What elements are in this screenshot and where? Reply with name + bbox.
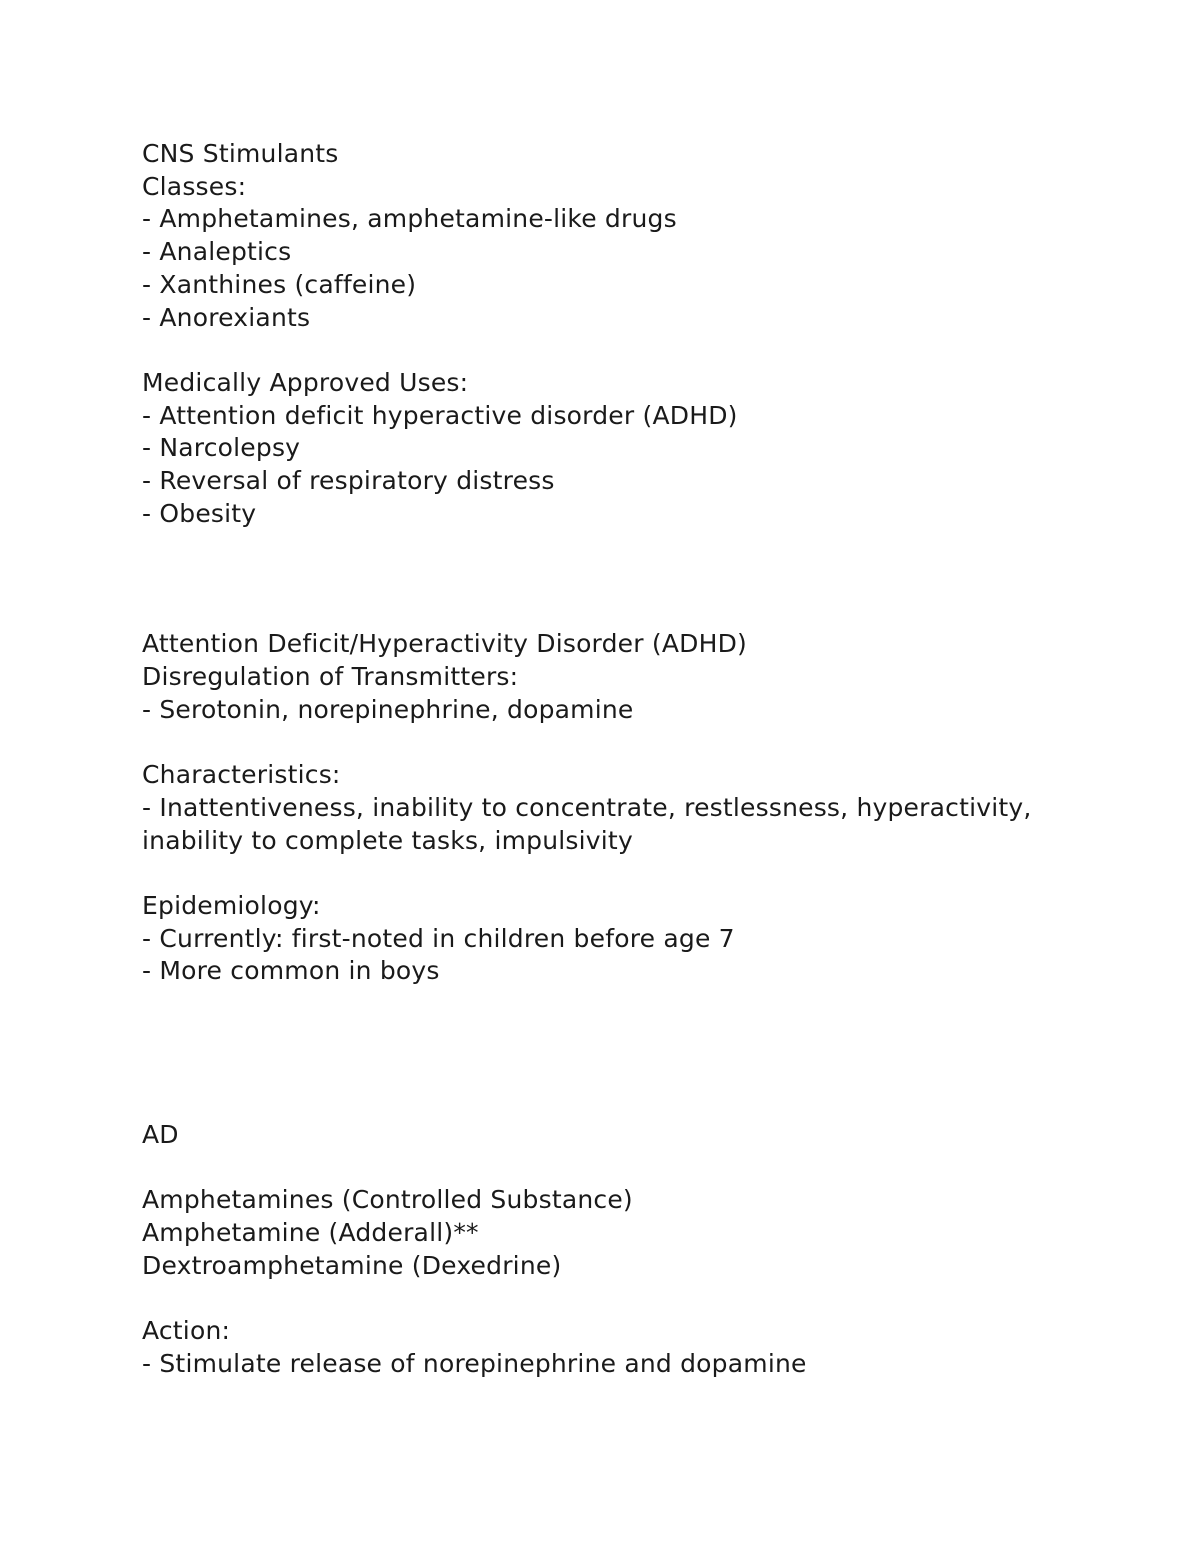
list-item: - More common in boys: [142, 956, 440, 986]
section-title-cns-stimulants: CNS Stimulants: [142, 139, 339, 168]
list-item: - Anorexiants: [142, 302, 311, 332]
list-item: - Inattentiveness, inability to concentrate, restlessness, hyperactivity,: [142, 792, 1032, 822]
uses-heading: Medically Approved Uses:: [142, 367, 469, 397]
drug-name: Amphetamine (Adderall)**: [142, 1218, 479, 1248]
blank-line: [142, 1021, 1102, 1054]
list-item: - Xanthines (caffeine): [142, 269, 417, 299]
list-item: - Amphetamines, amphetamine-like drugs: [142, 204, 677, 234]
classes-heading: Classes:: [142, 171, 247, 201]
disregulation-heading: Disregulation of Transmitters:: [142, 662, 519, 692]
document-body: [142, 138, 1102, 1381]
blank-line: [142, 727, 1102, 760]
blank-line: [142, 1152, 1102, 1185]
blank-line: [142, 1086, 1102, 1119]
epidemiology-heading: Epidemiology:: [142, 891, 321, 921]
blank-line: [142, 596, 1102, 629]
blank-line: [142, 1282, 1102, 1315]
list-item: - Currently: first-noted in children before age 7: [142, 923, 735, 953]
list-item: - Attention deficit hyperactive disorder (ADHD): [142, 400, 738, 430]
list-item: - Serotonin, norepinephrine, dopamine: [142, 694, 634, 724]
drug-name: Dextroamphetamine (Dexedrine): [142, 1250, 562, 1280]
blank-line: [142, 1054, 1102, 1087]
blank-line: [142, 563, 1102, 596]
blank-line: [142, 988, 1102, 1021]
list-item: - Stimulate release of norepinephrine and dopamine: [142, 1348, 807, 1378]
characteristics-heading: Characteristics:: [142, 760, 341, 790]
action-heading: Action:: [142, 1316, 231, 1346]
list-item: - Narcolepsy: [142, 433, 301, 463]
drugs-heading: Amphetamines (Controlled Substance): [142, 1185, 633, 1215]
blank-line: [142, 530, 1102, 563]
blank-line: [142, 857, 1102, 890]
list-item: - Analeptics: [142, 237, 292, 267]
list-item: - Obesity: [142, 498, 257, 528]
list-item-continuation: inability to complete tasks, impulsivity: [142, 825, 633, 855]
blank-line: [142, 334, 1102, 367]
list-item: - Reversal of respiratory distress: [142, 466, 555, 496]
section-title-adhd: Attention Deficit/Hyperactivity Disorder (ADHD): [142, 629, 747, 659]
section-title-ad: AD: [142, 1119, 179, 1149]
